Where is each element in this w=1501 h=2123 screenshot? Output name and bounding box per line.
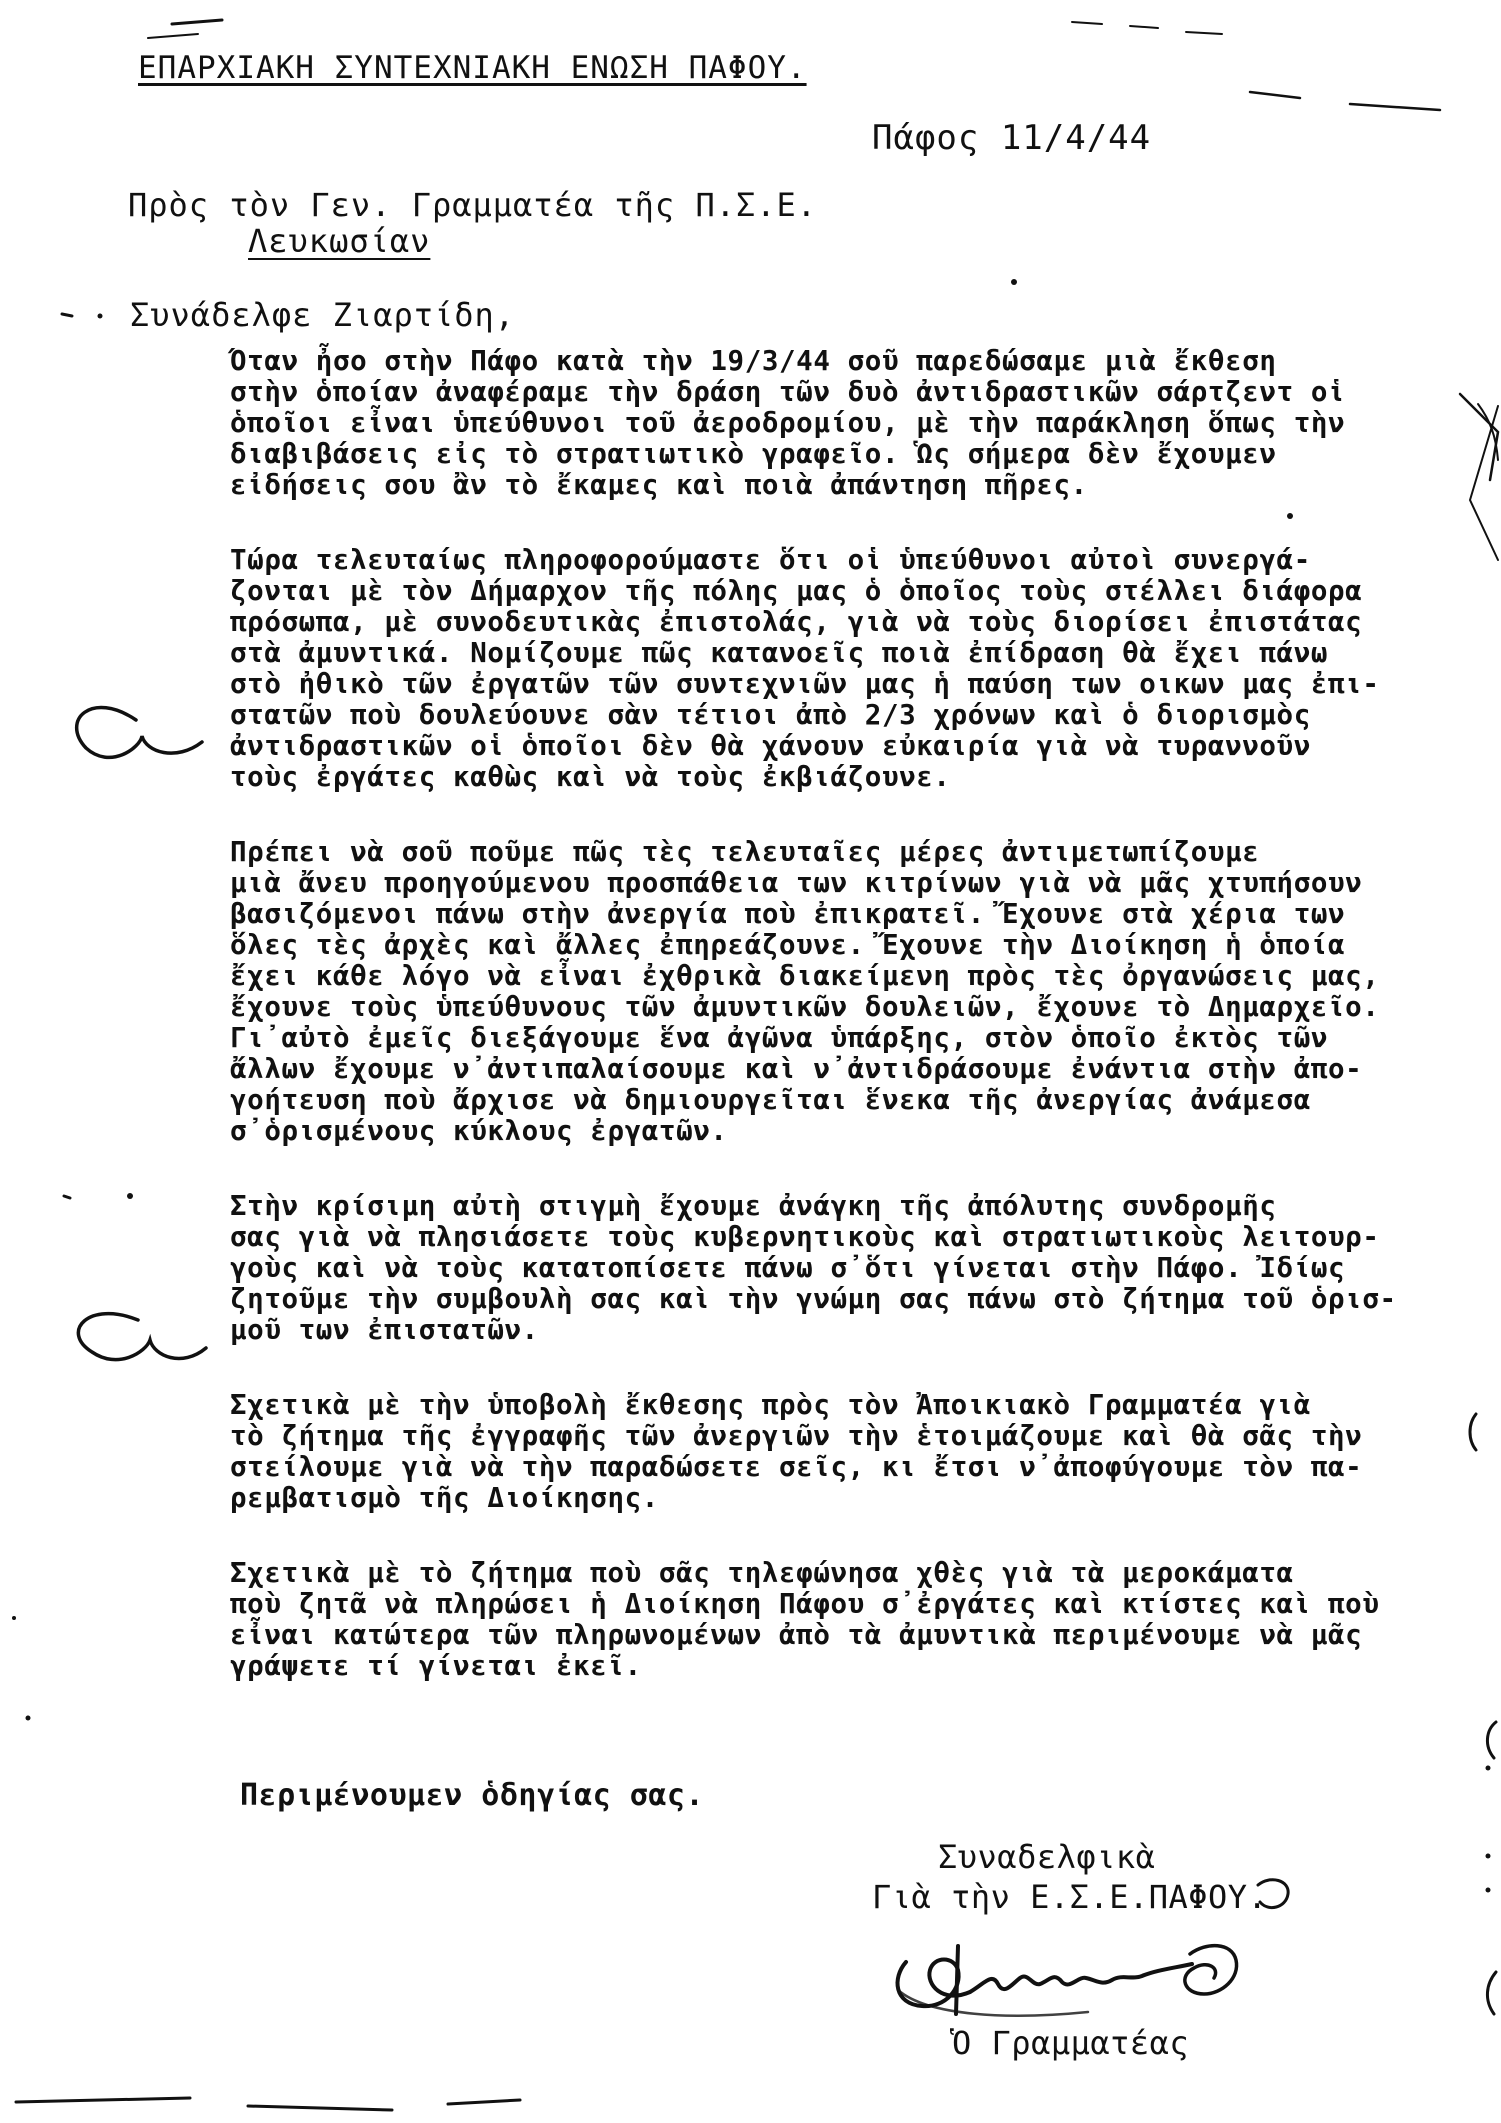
text-line: τὸ ζήτημα τῆς ἐγγραφῆς τῶν ἀνεργιῶν τὴν ἑτοιμάζουμε καὶ θὰ σᾶς τὴν xyxy=(230,1420,1363,1452)
scan-dot xyxy=(1486,1766,1491,1771)
paragraph-1 xyxy=(138,346,1450,501)
margin-mark xyxy=(1460,394,1498,480)
text-line: γράψετε τί γίνεται ἐκεῖ. xyxy=(230,1650,642,1682)
signer-title: Ὁ Γραμματέας xyxy=(952,2024,1190,2062)
text-line: ζονται μὲ τὸν Δήμαρχον τῆς πόλης μας ὁ ὁποῖος τοὺς στέλλει διάφορα xyxy=(230,575,1363,607)
handwritten-signature xyxy=(888,1928,1268,2020)
text-line: σας γιὰ νὰ πλησιάσετε τοὺς κυβερνητικοὺς καὶ στρατιωτικοὺς λειτουρ- xyxy=(230,1221,1380,1253)
signature-scribble xyxy=(888,1928,1268,2020)
text-line: ποὺ ζητᾶ νὰ πληρώσει ἡ Διοίκηση Πάφου σ᾽ἐργάτες καὶ κτίστες καὶ ποὺ xyxy=(230,1588,1380,1620)
margin-mark xyxy=(1478,404,1498,460)
text-line: εἶναι κατώτερα τῶν πληρωνομένων ἀπὸ τὰ ἀμυντικὰ περιμένουμε νὰ μᾶς xyxy=(230,1619,1363,1651)
text-line: διαβιβάσεις εἰς τὸ στρατιωτικὸ γραφεῖο. Ὡς σήμερα δὲν ἔχουμεν xyxy=(230,438,1277,470)
text-line: στὰ ἀμυντικά. Νομίζουμε πῶς κατανοεῖς ποιὰ ἐπίδραση θὰ ἔχει πάνω xyxy=(230,637,1329,669)
salutation: Συνάδελφε Ζιαρτίδη, xyxy=(130,296,516,334)
text-line: γοήτευση ποὺ ἄρχισε νὰ δημιουργεῖται ἕνεκα τῆς ἀνεργίας ἀνάμεσα xyxy=(230,1084,1311,1116)
letter-date: Πάφος 11/4/44 xyxy=(872,118,1152,158)
letter-body xyxy=(138,346,1450,1726)
text-line: ὁποῖοι εἶναι ὑπεύθυνοι τοῦ ἀεροδρομίου, μὲ τὴν παράκληση ὅπως τὴν xyxy=(230,407,1346,439)
text-line: πρόσωπα, μὲ συνοδευτικὰς ἐπιστολάς, γιὰ νὰ τοὺς διορίσει ἐπιστάτας xyxy=(230,606,1363,638)
text-line: ζητοῦμε τὴν συμβουλὴ σας καὶ τὴν γνώμη σας πάνω στὸ ζήτημα τοῦ ὁρισ- xyxy=(230,1283,1397,1315)
paragraph-2 xyxy=(138,545,1450,793)
scan-mark xyxy=(148,34,198,38)
text-line: Σχετικὰ μὲ τὸ ζήτημα ποὺ σᾶς τηλεφώνησα χθὲς γιὰ τὰ μεροκάματα xyxy=(230,1557,1294,1589)
scan-mark xyxy=(1072,22,1222,34)
scan-mark xyxy=(172,20,222,24)
recipient-line: Πρὸς τὸν Γεν. Γραμματέα τῆς Π.Σ.Ε. xyxy=(128,186,818,224)
text-line: τοὺς ἐργάτες καθὼς καὶ νὰ τοὺς ἐκβιάζουνε. xyxy=(230,761,951,793)
text-line: γοὺς καὶ νὰ τοὺς κατατοπίσετε πάνω σ᾽ὅτι γίνεται στὴν Πάφο. Ἰδίως xyxy=(230,1252,1346,1284)
closing-line: Περιμένουμεν ὁδηγίας σας. xyxy=(240,1778,705,1813)
paragraph-5 xyxy=(138,1390,1450,1514)
recipient-city: Λευκωσίαν xyxy=(248,222,431,260)
text-line: Τώρα τελευταίως πληροφορούμαστε ὅτι οἱ ὑπεύθυνοι αὐτοὶ συνεργά- xyxy=(230,544,1311,576)
scan-mark xyxy=(1250,92,1440,110)
paragraph-3 xyxy=(138,837,1450,1147)
text-line: Σχετικὰ μὲ τὴν ὑποβολὴ ἔκθεσης πρὸς τὸν Ἀποικιακὸ Γραμματέα γιὰ xyxy=(230,1389,1311,1421)
scan-dot xyxy=(12,1616,16,1620)
paragraph-6 xyxy=(138,1558,1450,1682)
text-line: Όταν ἦσο στὴν Πάφο κατὰ τὴν 19/3/44 σοῦ παρεδώσαμε μιὰ ἔκθεση xyxy=(230,345,1277,377)
text-line: στὴν ὁποίαν ἀναφέραμε τὴν δράση τῶν δυὸ ἀντιδραστικῶν σάρτζεντ οἱ xyxy=(230,376,1346,408)
text-line: στὸ ἠθικὸ τῶν ἐργατῶν τῶν συντεχνιῶν μας ἡ παύση των οικων μας ἐπι- xyxy=(230,668,1380,700)
text-line: ἀντιδραστικῶν οἱ ὁποῖοι δὲν θὰ χάνουν εὐκαιρία γιὰ νὰ τυραννοῦν xyxy=(230,730,1311,762)
margin-bracket xyxy=(1487,1722,1496,1758)
margin-bracket xyxy=(1470,1414,1476,1450)
text-line: βασιζόμενοι πάνω στὴν ἀνεργία ποὺ ἐπικρατεῖ. Ἔχουνε στὰ χέρια των xyxy=(230,898,1346,930)
letterhead-title: ΕΠΑΡΧΙΑΚΗ ΣΥΝΤΕΧΝΙΑΚΗ ΕΝΩΣΗ ΠΑΦΟΥ. xyxy=(138,50,807,86)
text-line: Πρέπει νὰ σοῦ ποῦμε πῶς τὲς τελευταῖες μέρες ἀντιμετωπίζουμε xyxy=(230,836,1260,868)
text-line: Στὴν κρίσιμη αὐτὴ στιγμὴ ἔχουμε ἀνάγκη τῆς ἀπόλυτης συνδρομῆς xyxy=(230,1190,1277,1222)
scan-dot xyxy=(1486,1888,1491,1893)
margin-mark xyxy=(1470,406,1498,560)
text-line: εἰδήσεις σου ἂν τὸ ἔκαμες καὶ ποιὰ ἀπάντηση πῆρες. xyxy=(230,469,1088,501)
scan-dot xyxy=(127,1193,133,1199)
text-line: στατῶν ποὺ δουλεύουνε σὰν τέτιοι ἀπὸ 2/3 χρόνων καὶ ὁ διορισμὸς xyxy=(230,699,1311,731)
signature-organization: Γιὰ τὴν Ε.Σ.Ε.ΠΑΦΟΥ. xyxy=(872,1878,1268,1916)
text-line: ὅλες τὲς ἀρχὲς καὶ ἄλλες ἐπηρεάζουνε. Ἔχουνε τὴν Διοίκηση ἡ ὁποία xyxy=(230,929,1346,961)
paragraph-4 xyxy=(138,1191,1450,1346)
text-line: μιὰ ἄνευ προηγούμενου προσπάθεια των κιτρίνων γιὰ νὰ μᾶς χτυπήσουν xyxy=(230,867,1363,899)
scan-dot xyxy=(26,1716,31,1721)
margin-bracket xyxy=(1487,1972,1496,2014)
scan-dot xyxy=(98,314,103,319)
signature-block xyxy=(872,1838,1292,1916)
signature-greeting: Συναδελφικὰ xyxy=(938,1838,1156,1876)
text-line: ἔχει κάθε λόγο νὰ εἶναι ἐχθρικὰ διακείμενη πρὸς τὲς ὀργανώσεις μας, xyxy=(230,960,1380,992)
text-line: σ᾽ὁρισμένους κύκλους ἐργατῶν. xyxy=(230,1115,728,1147)
scan-mark xyxy=(16,2098,520,2110)
scan-dot xyxy=(1011,279,1017,285)
text-line: ἄλλων ἔχουμε ν᾽ἀντιπαλαίσουμε καὶ ν᾽ἀντιδράσουμε ἐνάντια στὴν ἀπο- xyxy=(230,1053,1363,1085)
scan-dot xyxy=(1486,1854,1491,1859)
text-line: ρεμβατισμὸ τῆς Διοίκησης. xyxy=(230,1482,659,1514)
text-line: στείλουμε γιὰ νὰ τὴν παραδώσετε σεῖς, κι ἔτσι ν᾽ἀποφύγουμε τὸν πα- xyxy=(230,1451,1363,1483)
text-line: ἔχουνε τοὺς ὑπεύθυνους τῶν ἀμυντικῶν δουλειῶν, ἔχουνε τὸ Δημαρχεῖο. xyxy=(230,991,1380,1023)
text-line: Γι᾽αὐτὸ ἐμεῖς διεξάγουμε ἕνα ἀγῶνα ὑπάρξης, στὸν ὁποῖο ἐκτὸς τῶν xyxy=(230,1022,1329,1054)
text-line: μοῦ των ἐπιστατῶν. xyxy=(230,1314,539,1346)
scan-mark xyxy=(62,314,72,1198)
